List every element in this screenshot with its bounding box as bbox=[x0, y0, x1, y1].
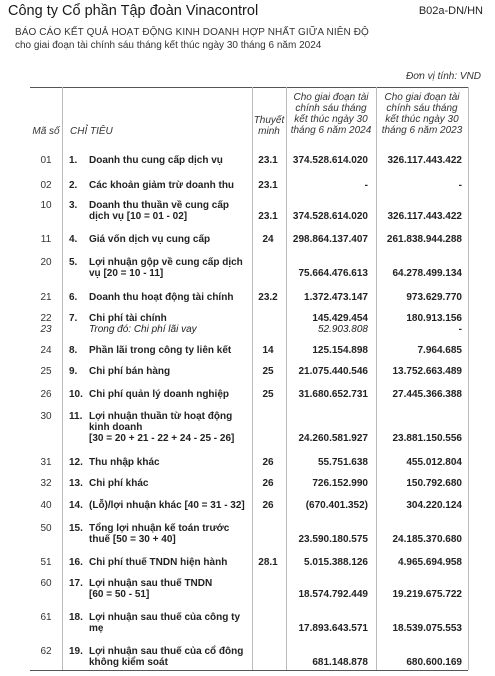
row-label bbox=[89, 292, 249, 303]
row-number: 19. bbox=[69, 646, 83, 657]
row-number: 1. bbox=[69, 155, 78, 166]
row-label-line: Doanh thu thuần về cung cấp bbox=[89, 200, 230, 211]
row-label-line: kinh doanh bbox=[89, 422, 143, 433]
row-label bbox=[89, 234, 249, 245]
row-value-2023: 7.964.685 bbox=[417, 345, 462, 356]
row-note: 25 bbox=[262, 366, 274, 377]
row-value-2023: 326.117.443.422 bbox=[387, 211, 462, 222]
row-code: 10 bbox=[40, 200, 52, 211]
row-value-2023: 973.629.770 bbox=[406, 292, 462, 303]
row-value-2024: 21.075.440.546 bbox=[298, 366, 368, 377]
row-value-2023: - bbox=[458, 180, 462, 191]
row-code: 40 bbox=[40, 500, 52, 511]
row-value-2024: 23.590.180.575 bbox=[298, 534, 368, 545]
row-label bbox=[89, 345, 249, 356]
row-value-2023: 455.012.804 bbox=[406, 457, 462, 468]
row-label-line: Doanh thu hoạt động tài chính bbox=[89, 292, 234, 303]
row-note: 23.1 bbox=[258, 211, 278, 222]
row-value-2024: 24.260.581.927 bbox=[298, 433, 368, 444]
row-label-line: Chi phí thuế TNDN hiện hành bbox=[89, 557, 228, 568]
row-value-2023: 24.185.370.680 bbox=[392, 534, 462, 545]
row-number: 11. bbox=[69, 411, 83, 422]
row-label-line: Giá vốn dịch vụ cung cấp bbox=[89, 234, 211, 245]
row-value-2023: 64.278.499.134 bbox=[392, 268, 462, 279]
row-note: 23.2 bbox=[258, 292, 278, 303]
column-divider bbox=[286, 87, 287, 670]
table-bottom-rule bbox=[30, 670, 468, 671]
row-label-line: Các khoản giảm trừ doanh thu bbox=[89, 180, 235, 191]
row-label-line: Doanh thu cung cấp dịch vụ bbox=[89, 155, 223, 166]
row-note: 26 bbox=[262, 478, 274, 489]
row-code: 24 bbox=[40, 345, 52, 356]
col-header-code: Mã số bbox=[32, 126, 60, 137]
row-code: 31 bbox=[40, 457, 52, 468]
row-value-2023: 680.600.169 bbox=[406, 657, 462, 668]
row-value-2023: 27.445.366.388 bbox=[392, 389, 462, 400]
row-note: 26 bbox=[262, 500, 274, 511]
row-number: 14. bbox=[69, 500, 83, 511]
row-value-2024: 18.574.792.449 bbox=[298, 589, 368, 600]
row-label bbox=[89, 313, 249, 324]
row-value-2023: 180.913.156 bbox=[406, 313, 462, 324]
column-divider bbox=[252, 87, 253, 670]
row-number: 17. bbox=[69, 578, 83, 589]
row-value-2023: 13.752.663.489 bbox=[392, 366, 462, 377]
row-code: 21 bbox=[40, 292, 52, 303]
row-label bbox=[89, 200, 249, 222]
row-code: 11 bbox=[40, 234, 52, 245]
row-label bbox=[89, 578, 249, 600]
row-label-line: dịch vụ [10 = 01 - 02] bbox=[89, 211, 188, 222]
row-value-2024: 75.664.476.613 bbox=[298, 268, 368, 279]
column-divider bbox=[376, 87, 377, 670]
row-value-2024: - bbox=[364, 180, 368, 191]
row-note: 28.1 bbox=[258, 557, 278, 568]
row-code: 22 bbox=[40, 313, 52, 324]
row-label bbox=[89, 180, 249, 191]
row-value-2024: 726.152.990 bbox=[312, 478, 368, 489]
row-code: 26 bbox=[40, 389, 52, 400]
row-label-line: (Lỗ)/lợi nhuận khác [40 = 31 - 32] bbox=[89, 500, 245, 511]
row-value-2023: 19.219.675.722 bbox=[392, 589, 462, 600]
row-label-line: Lợi nhuận sau thuế của công ty bbox=[89, 612, 241, 623]
table-top-rule bbox=[30, 87, 468, 88]
row-value-2024: 374.528.614.020 bbox=[292, 211, 368, 222]
row-value-2023: 326.117.443.422 bbox=[387, 155, 462, 166]
column-divider bbox=[468, 87, 469, 670]
form-code: B02a-DN/HN bbox=[418, 5, 483, 17]
row-number: 15. bbox=[69, 523, 83, 534]
report-subtitle: cho giai đoạn tài chính sáu tháng kết thúc ngày 30 tháng 6 năm 2024 bbox=[15, 40, 322, 51]
row-label-line: Phần lãi trong công ty liên kết bbox=[89, 345, 232, 356]
row-code: 23 bbox=[40, 324, 52, 335]
row-code: 01 bbox=[40, 155, 52, 166]
col-header-note: Thuyết minh bbox=[253, 115, 285, 137]
row-note: 26 bbox=[262, 457, 274, 468]
row-value-2024: 145.429.454 bbox=[312, 313, 368, 324]
row-label-line: [30 = 20 + 21 - 22 + 24 - 25 - 26] bbox=[89, 433, 235, 444]
row-label bbox=[89, 646, 249, 668]
row-note: 23.1 bbox=[258, 155, 278, 166]
col-header-period-2023: Cho giai đoạn tài chính sáu tháng kết thúc ngày 30 tháng 6 năm 2023 bbox=[381, 92, 463, 136]
row-code: 50 bbox=[40, 523, 52, 534]
row-label bbox=[89, 257, 249, 279]
currency-unit: Đơn vị tính: VND bbox=[406, 71, 481, 82]
row-note: 24 bbox=[262, 234, 274, 245]
row-value-2023: 18.539.075.553 bbox=[392, 623, 462, 634]
row-note: 14 bbox=[262, 345, 274, 356]
row-value-2024: 5.015.388.126 bbox=[304, 557, 368, 568]
row-label bbox=[89, 500, 249, 511]
row-label-line: Lợi nhuận gộp về cung cấp dịch bbox=[89, 257, 243, 268]
row-value-2024: 17.893.643.571 bbox=[298, 623, 368, 634]
row-label bbox=[89, 411, 249, 444]
row-label-line: Tổng lợi nhuận kế toán trước bbox=[89, 523, 230, 534]
row-number: 7. bbox=[69, 313, 78, 324]
row-value-2024: 55.751.638 bbox=[317, 457, 368, 468]
row-value-2024: 52.903.808 bbox=[317, 324, 368, 335]
company-name: Công ty Cổ phần Tập đoàn Vinacontrol bbox=[8, 3, 259, 19]
row-number: 10. bbox=[69, 389, 83, 400]
row-number: 12. bbox=[69, 457, 83, 468]
row-number: 4. bbox=[69, 234, 78, 245]
row-code: 51 bbox=[40, 557, 52, 568]
row-number: 18. bbox=[69, 612, 83, 623]
row-value-2024: 298.864.137.407 bbox=[292, 234, 368, 245]
row-code: 30 bbox=[40, 411, 52, 422]
row-code: 61 bbox=[40, 612, 52, 623]
row-label-line: Trong đó: Chi phí lãi vay bbox=[89, 324, 197, 335]
row-code: 25 bbox=[40, 366, 52, 377]
row-code: 62 bbox=[40, 646, 52, 657]
row-label bbox=[89, 366, 249, 377]
row-value-2023: - bbox=[458, 324, 462, 335]
report-title: BÁO CÁO KẾT QUẢ HOẠT ĐỘNG KINH DOANH HỢP NHẤT GIỮA NIÊN ĐỘ bbox=[15, 27, 369, 38]
row-number: 6. bbox=[69, 292, 78, 303]
row-label bbox=[89, 389, 249, 400]
row-value-2024: (670.401.352) bbox=[305, 500, 368, 511]
row-label bbox=[89, 155, 249, 166]
row-label-line: mẹ bbox=[89, 623, 104, 634]
row-value-2023: 261.838.944.288 bbox=[386, 234, 462, 245]
row-note: 25 bbox=[262, 389, 274, 400]
row-number: 8. bbox=[69, 345, 78, 356]
row-value-2024: 374.528.614.020 bbox=[292, 155, 368, 166]
row-note: 23.1 bbox=[258, 180, 278, 191]
row-label-line: Chi phí khác bbox=[89, 478, 149, 489]
row-label-line: Lợi nhuận sau thuế của cổ đông bbox=[89, 646, 244, 657]
row-label bbox=[89, 557, 249, 568]
row-label-line: Lợi nhuận thuần từ hoạt động bbox=[89, 411, 233, 422]
column-divider bbox=[62, 87, 63, 670]
row-value-2024: 31.680.652.731 bbox=[298, 389, 368, 400]
row-number: 9. bbox=[69, 366, 78, 377]
row-label-line: Lợi nhuận sau thuế TNDN bbox=[89, 578, 213, 589]
row-value-2024: 681.148.878 bbox=[312, 657, 368, 668]
row-label-line: thuế [50 = 30 + 40] bbox=[89, 534, 176, 545]
row-label-line: [60 = 50 - 51] bbox=[89, 589, 150, 600]
row-label bbox=[89, 478, 249, 489]
row-code: 20 bbox=[40, 257, 52, 268]
row-code: 02 bbox=[40, 180, 52, 191]
row-label-line: Thu nhập khác bbox=[89, 457, 160, 468]
row-number: 13. bbox=[69, 478, 83, 489]
row-code: 32 bbox=[40, 478, 52, 489]
row-label-line: Chi phí quản lý doanh nghiệp bbox=[89, 389, 229, 400]
row-label-line: không kiểm soát bbox=[89, 657, 168, 668]
col-header-item: CHỈ TIÊU bbox=[70, 126, 113, 137]
row-number: 5. bbox=[69, 257, 78, 268]
row-label bbox=[89, 457, 249, 468]
row-label bbox=[89, 523, 249, 545]
row-value-2023: 304.220.124 bbox=[406, 500, 462, 511]
row-code: 60 bbox=[40, 578, 52, 589]
row-label-line: vụ [20 = 10 - 11] bbox=[89, 268, 164, 279]
row-label bbox=[89, 324, 249, 335]
row-label-line: Chi phí bán hàng bbox=[89, 366, 171, 377]
row-number: 3. bbox=[69, 200, 78, 211]
row-label-line: Chi phí tài chính bbox=[89, 313, 167, 324]
row-value-2024: 125.154.898 bbox=[312, 345, 368, 356]
row-value-2023: 23.881.150.556 bbox=[392, 433, 462, 444]
row-number: 2. bbox=[69, 180, 78, 191]
row-label bbox=[89, 612, 249, 634]
col-header-period-2024: Cho giai đoạn tài chính sáu tháng kết thúc ngày 30 tháng 6 năm 2024 bbox=[290, 92, 372, 136]
row-value-2024: 1.372.473.147 bbox=[304, 292, 368, 303]
row-number: 16. bbox=[69, 557, 83, 568]
row-value-2023: 150.792.680 bbox=[406, 478, 462, 489]
row-value-2023: 4.965.694.958 bbox=[398, 557, 462, 568]
